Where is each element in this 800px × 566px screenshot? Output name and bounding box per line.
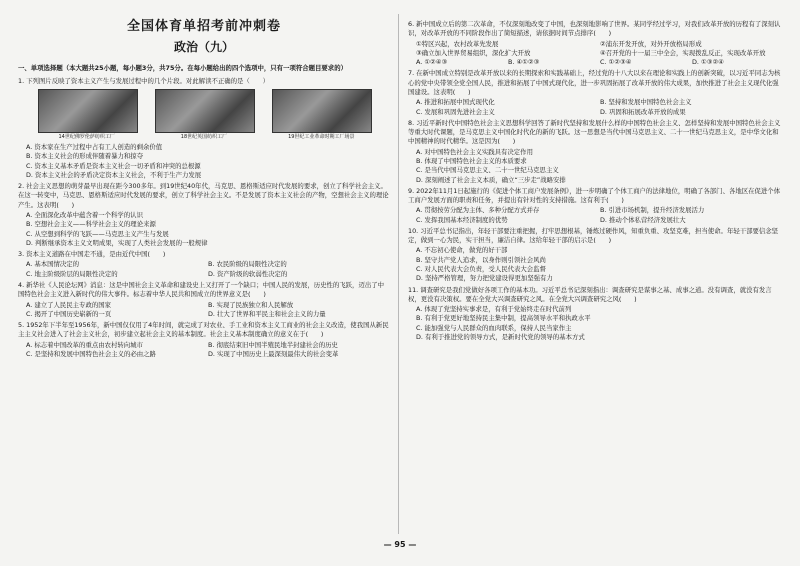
section-instructions: 一、单项选择题（本大题共25小题，每小题3分，共75分。在每小题给出的四个选项中，只有一项符合题目要求的） <box>18 64 347 73</box>
options-row <box>18 310 390 319</box>
items-row <box>408 49 784 58</box>
options-row <box>408 98 784 107</box>
photo-caption: 14世纪佛罗伦萨纺织工厂 <box>58 133 115 140</box>
option: A. 推进和拓展中国式现代化 <box>416 98 495 107</box>
item: ④召开党的十一届三中全会，实现拨乱反正，实现改革开放 <box>600 48 766 57</box>
options-row <box>408 58 784 67</box>
option: D. 壮大了世界和平民主和社会主义的力量 <box>208 309 326 318</box>
option: B. 引进市场机制，提升经济发展活力 <box>600 206 705 215</box>
option: D. 资产阶级的软弱性决定的 <box>208 269 288 278</box>
option: A. 基本国情决定的 <box>26 260 80 269</box>
option: B. 坚守共产党人追求，以身作则引领社会风尚 <box>416 255 546 264</box>
option: B. 实现了民族独立和人民解放 <box>208 300 294 309</box>
question-2: 2. 社会主义思想的萌芽最早出现在距今300多年。到19世纪40年代，马克思、恩格斯适应时代发展的要求，创立了科学社会主义。在这一转变中，马克思、恩格斯适应时代发展的要求，创立了科学社会主义。不是发展了资本主义社会的产物，空想社会主义的理论产生。这表明( ) <box>18 182 389 209</box>
question-3: 3. 资本主义道路在中国走不通，是由近代中国( ) <box>18 250 166 259</box>
photo-caption: 19世纪工业革命时期工厂场景 <box>288 133 355 140</box>
item: ③确立加入世界贸易组织，深化扩大开放 <box>416 48 531 57</box>
option: C. 对人民代表大会负责，受人民代表大会监督 <box>416 265 546 274</box>
option: C. 发展和巩固先进社会主义 <box>416 107 495 116</box>
right-column <box>408 18 784 342</box>
option: C. 是当代中国马克思主义、二十一世纪马克思主义 <box>416 166 559 175</box>
question-1: 1. 下列图片反映了资本主义产生与发展过程中的几个片段。对此解读不正确的是（ ） <box>18 76 269 85</box>
option: A. 对中国特色社会主义实践具有决定作用 <box>416 147 533 156</box>
option: A. 体现了党坚持实事求是，有利于党始终走在时代前列 <box>416 305 572 314</box>
option: A. 不忘初心使命，做党的好干部 <box>416 246 508 255</box>
option: A. 贯彻按劳分配为主体、多种分配方式并存 <box>416 206 540 215</box>
option: D. 资本主义社会的矛盾决定资本主义社会，不利于生产力发展 <box>26 170 202 179</box>
photo-1 <box>38 89 136 141</box>
options-row <box>18 341 390 350</box>
option: D. 实现了中国历史上最深刻最伟大的社会变革 <box>208 349 339 358</box>
question-5: 5. 1952年下半年至1956年，新中国仅仅用了4年时间，就完成了对农业、手工业和资本主义工商业的社会主义改造，使我国从新民主主义社会进入了社会主义社会，初步建立起社会主义的基本制度。社会主义基本制度确立的意义在于( ) <box>18 321 389 339</box>
option: D. 有利于推进党的领导方式，是新时代党的领导的基本方式 <box>416 333 585 341</box>
option: B. 农民阶级的局限性决定的 <box>208 260 287 269</box>
question-9: 9. 2022年11月1日起施行的《促进个体工商户发展条例》，进一步明确了个体工商户的法律地位，明确了各部门、各地区在促进个体工商户发展方面的职责和任务，并提出有针对性的支持措施。这有利于( ) <box>408 186 781 205</box>
option: D. 判断继承资本主义文明成果，实现了人类社会发展的一般规律 <box>26 238 208 247</box>
option: C. 揭开了中国历史崭新的一页 <box>26 309 112 318</box>
option: A. 资本家在生产过程中占有工人创造的剩余价值 <box>26 143 163 152</box>
question-6: 6. 新中国成立后的第二次革命，不仅深刻地改变了中国，也深刻地影响了世界。某同学经过学习，对我们改革开放的历程有了深刻认识，对改革开放的不同阶段作出了简短描述，请依据时间节点排序( ) <box>408 20 781 38</box>
option: A. 标志着中国改革的重点由农村转向城市 <box>26 340 143 349</box>
option: B. 资本主义社会的形成伴随着暴力和掠夺 <box>26 152 144 161</box>
items-row <box>408 40 784 49</box>
options-row <box>408 216 784 225</box>
column-divider <box>398 14 399 534</box>
page-subtitle: 政治（九） <box>173 39 234 54</box>
photo-caption: 18世纪英国纺织工厂 <box>180 133 228 140</box>
option: C. 从空想到科学的飞跃——马克思主义产生与发展 <box>26 229 169 238</box>
photo-3 <box>272 89 370 141</box>
item: ①特区兴起，农村改革先发展 <box>416 39 499 48</box>
option: C. 发挥我国基本经济制度的优势 <box>416 215 508 224</box>
option: A. 建立了人民民主专政的国家 <box>26 300 112 309</box>
options-row <box>408 206 784 215</box>
option: C. 能加强党与人民群众的血肉联系，保持人民当家作主 <box>416 323 572 332</box>
options-row <box>18 350 390 359</box>
option: B. ④①②③ <box>508 58 540 67</box>
option: B. 有利于党更好地坚持民主集中制，提高领导水平和执政水平 <box>416 314 591 323</box>
option: D. ①③②④ <box>692 58 724 67</box>
options-row <box>18 270 390 279</box>
item: ②浦东开发开放，对外开放格局形成 <box>600 39 702 48</box>
options-row <box>18 260 390 269</box>
option: C. 资本主义基本矛盾是资本主义社会一切矛盾和冲突的总根源 <box>26 161 201 170</box>
options-row <box>18 301 390 310</box>
option: D. 推动个体私营经济发展壮大 <box>600 215 686 224</box>
options-row <box>408 108 784 117</box>
question-7: 7. 在新中国成立特别是改革开放以来的长期探索和实践基础上，经过党的十八大以来在理论和实践上的创新突破，以习近平同志为核心的党中央带领全党全国人民，推进和拓展了中国式现代化，进一步巩固拓展了改革开放的伟大成果，加快推进了社会主义现代化强国建设。这表明( ) <box>408 69 781 96</box>
option: C. ①②③④ <box>600 58 632 67</box>
question-11: 11. 调查研究是我们党做好各项工作的基本功。习近平总书记深刻指出：调查研究是谋事之基、成事之道。没有调查，就没有发言权，更没有决策权。要在全党大兴调查研究之风。在全党大兴调查研究之风( ) <box>408 285 772 303</box>
option: B. 空想社会主义——科学社会主义的理论来源 <box>26 220 156 229</box>
page-title: 全国体育单招考前冲刺卷 <box>126 19 281 34</box>
option: B. 彻底结束旧中国半殖民地半封建社会的历史 <box>208 340 338 349</box>
option: A. 全面深化改革中蕴含着一个科学的认识 <box>26 211 143 220</box>
option: B. 体现了中国特色社会主义的本质要求 <box>416 156 527 165</box>
option: A. ①②④③ <box>416 58 448 67</box>
page-number: — 95 — <box>383 540 417 549</box>
left-column <box>18 18 390 359</box>
question-1-photos <box>18 89 390 141</box>
option: C. 地主阶级阶层的局限性决定的 <box>26 269 118 278</box>
option: C. 是坚持和发展中国特色社会主义的必由之路 <box>26 349 156 358</box>
photo-2 <box>155 89 253 141</box>
option: D. 巩固和拓展改革开放的成果 <box>600 107 686 116</box>
question-4: 4. 新华社《人民论坛网》消息：这是中国社会主义革命和建设史上又打开了一个缺口；中国人民的发展，历史性的飞跃，迈出了中国特色社会主义进入新时代的伟大事件。标志着中华人民共和国成立的世界意义是( ) <box>18 280 385 299</box>
option: D. 坚持严格管理，努力把党建设得更加坚强有力 <box>416 274 553 283</box>
question-8: 8. 习近平新时代中国特色社会主义思想科学回答了新时代坚持和发展什么样的中国特色社会主义、怎样坚持和发展中国特色社会主义等重大时代课题，是马克思主义中国化时代化的新的飞跃。这一思想是当代中国马克思主义、二十一世纪马克思主义，是中华文化和中国精神的时代精华。这是因为( ) <box>408 118 781 146</box>
option: B. 坚持和发展中国特色社会主义 <box>600 98 692 107</box>
option: D. 深刻阐述了社会主义本质，确立“三步走”战略安排 <box>416 175 566 184</box>
question-10: 10. 习近平总书记指出，年轻干部要注重把握，打牢思想根基，锤炼过硬作风，知重负重、攻坚克难，担当使命。年轻干部要信念坚定，做到一心为民，实干担当，廉洁自律。这给年轻干部的启示是( ) <box>408 226 779 245</box>
